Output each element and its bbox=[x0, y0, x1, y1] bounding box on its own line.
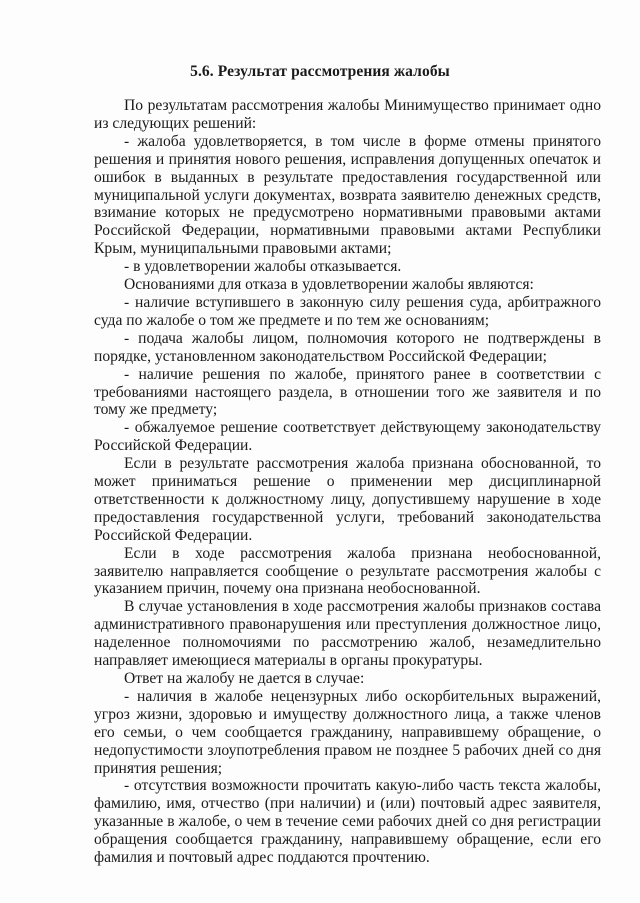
paragraph-no-response-intro: Ответ на жалобу не дается в случае: bbox=[124, 670, 365, 687]
paragraph-unjustified-complaint: Если в ходе рассмотрения жалоба признана необоснованной, заявителю направляется сообщение о результате рассмотрения жалобы с указанием причин, почему она признана необоснованной. bbox=[94, 544, 601, 598]
paragraph-ground-court-decision: - наличие вступившего в законную силу решения суда, арбитражного суда по жалобе о том же предмете и по тем же основаниям; bbox=[94, 293, 601, 329]
paragraph-complaint-refused: - в удовлетворении жалобы отказывается. bbox=[124, 258, 402, 276]
paragraph-refusal-grounds-intro: Основаниями для отказа в удовлетворении жалобы являются: bbox=[124, 276, 534, 294]
paragraph-justified-complaint: Если в результате рассмотрения жалоба признана обоснованной, то может приниматься решение о применении мер дисциплинарной ответственности к должностному лицу, допустившему нарушение в ходе предоставления государственной услуги, требований законодательства Российской Федерации. bbox=[94, 455, 601, 544]
section-heading: 5.6. Результат рассмотрения жалобы bbox=[190, 63, 450, 80]
paragraph-ground-unauthorized: - подача жалобы лицом, полномочия которого не подтверждены в порядке, установленном законодательством Российской Федерации; bbox=[94, 329, 601, 365]
paragraph-no-response-obscene: - наличия в жалобе нецензурных либо оскорбительных выражений, угроз жизни, здоровью и имуществу должностного лица, а также членов его семьи, о чем сообщается гражданину, направившему обращение, о недопустимости злоупотребления правом не позднее 5 рабочих дней со дня принятия решения; bbox=[94, 687, 601, 777]
section-body bbox=[94, 97, 601, 867]
paragraph-decision-intro: По результатам рассмотрения жалобы Минимущество принимает одно из следующих решений: bbox=[94, 97, 601, 132]
paragraph-ground-compliant: - обжалуемое решение соответствует действующему законодательству Российской Федерации. bbox=[94, 419, 601, 455]
paragraph-no-response-illegible: - отсутствия возможности прочитать какую-либо часть текста жалобы, фамилию, имя, отчество (при наличии) и (или) почтовый адрес заявителя, указанные в жалобе, о чем в течение семи рабочих дней со дня регистрации обращения сообщается гражданину, направившему обращение, если его фамилия и почтовый адрес поддаются прочтению. bbox=[94, 777, 601, 867]
paragraph-complaint-satisfied: - жалоба удовлетворяется, в том числе в форме отмены принятого решения и принятия нового решения, исправления допущенных опечаток и ошибок в выданных в результате предоставления государственной или муниципальной услуги документах, возврата заявителю денежных средств, взимание которых не предусмотрено нормативными правовыми актами Российской Федерации, нормативными правовыми актами Республики Крым, муниципальными правовыми актами; bbox=[94, 132, 601, 258]
paragraph-prosecutor-referral: В случае установления в ходе рассмотрения жалобы признаков состава административного правонарушения или преступления должностное лицо, наделенное полномочиями по рассмотрению жалоб, незамедлительно направляет имеющиеся материалы в органы прокуратуры. bbox=[94, 598, 601, 670]
paragraph-ground-prior-decision: - наличие решения по жалобе, принятого ранее в соответствии с требованиями настоящего раздела, в отношении того же заявителя и по тому же предмету; bbox=[94, 365, 601, 419]
